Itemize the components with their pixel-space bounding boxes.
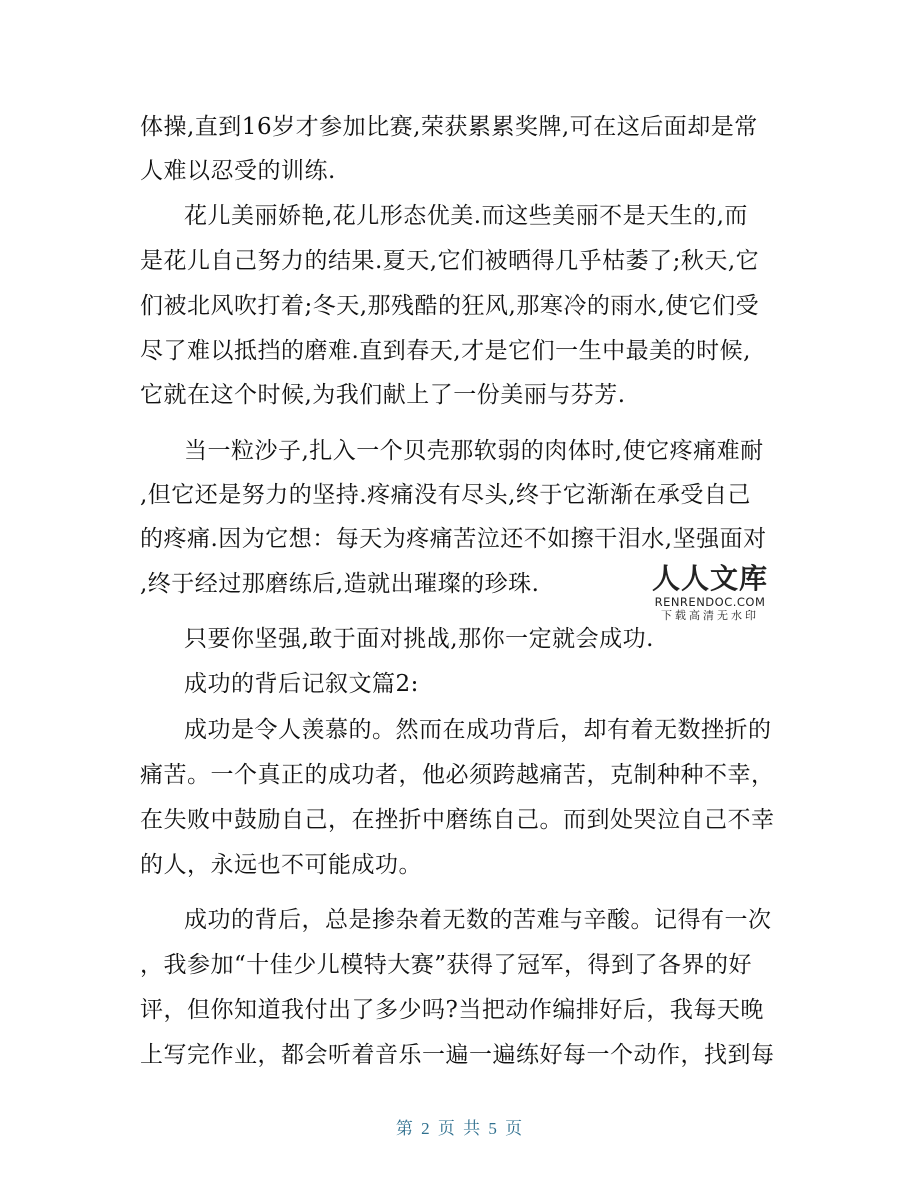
text-line: 的人，永远也不可能成功。 <box>140 852 422 878</box>
text-line: 在失败中鼓励自己，在挫折中磨练自己。而到处哭泣自己不幸 <box>140 807 775 833</box>
text-line: 上写完作业，都会听着音乐一遍一遍练好每一个动作，找到每 <box>140 1042 775 1068</box>
text-line: 的疼痛.因为它想：每天为疼痛苦泣还不如擦干泪水,坚强面对 <box>140 526 767 552</box>
watermark-title: 人人文库 <box>651 562 768 595</box>
text-line: 是花儿自己努力的结果.夏天,它们被晒得几乎枯萎了;秋天,它 <box>140 248 760 274</box>
text-line: 它就在这个时候,为我们献上了一份美丽与芬芳. <box>140 382 626 408</box>
text-line: ,但它还是努力的坚持.疼痛没有尽头,终于它渐渐在承受自己 <box>140 482 751 508</box>
text-line: 评，但你知道我付出了多少吗?当把动作编排好后，我每天晚 <box>140 997 764 1023</box>
text-line: 尽了难以抵挡的磨难.直到春天,才是它们一生中最美的时候, <box>140 338 751 364</box>
text-line: 人难以忍受的训练. <box>140 158 336 184</box>
text-line: ,终于经过那磨练后,造就出璀璨的珍珠. <box>140 571 540 597</box>
text-line: 体操,直到16岁才参加比赛,荣获累累奖牌,可在这后面却是常 <box>140 114 758 140</box>
text-line: 们被北风吹打着;冬天,那残酷的狂风,那寒冷的雨水,使它们受 <box>140 293 760 319</box>
section-heading: 成功的背后记叙文篇2: <box>184 671 419 697</box>
paragraph-first-line: 花儿美丽娇艳,花儿形态优美.而这些美丽不是天生的,而 <box>184 203 748 229</box>
page-number-footer: 第 2 页 共 5 页 <box>395 1119 525 1138</box>
paragraph-first-line: 只要你坚强,敢于面对挑战,那你一定就会成功. <box>184 626 654 652</box>
paragraph-first-line: 成功的背后，总是掺杂着无数的苦难与辛酸。记得有一次 <box>184 907 772 933</box>
watermark-logo <box>642 563 778 623</box>
watermark-url: RENRENDOC.COM <box>654 595 766 609</box>
text-line: ，我参加“十佳少儿模特大赛”获得了冠军，得到了各界的好 <box>140 952 753 978</box>
watermark-subtitle: 下载高清无水印 <box>661 609 759 622</box>
paragraph-first-line: 当一粒沙子,扎入一个贝壳那软弱的肉体时,使它疼痛难耐 <box>184 438 764 464</box>
paragraph-first-line: 成功是令人羡慕的。然而在成功背后，却有着无数挫折的 <box>184 717 772 743</box>
text-line: 痛苦。一个真正的成功者，他必须跨越痛苦，克制种种不幸， <box>140 762 775 788</box>
